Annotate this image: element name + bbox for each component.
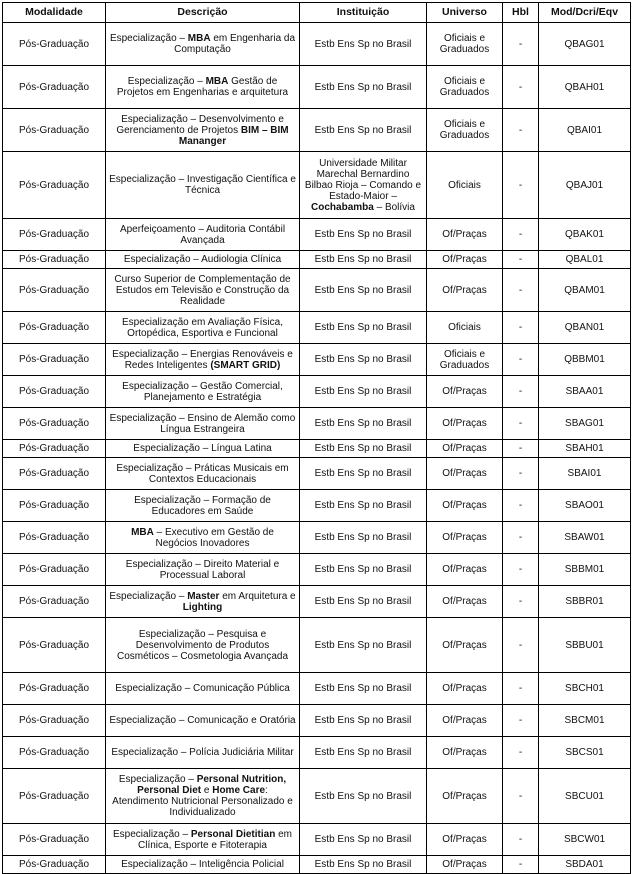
cell-universo: Of/Praças [427,408,503,440]
bold-text: MBA [131,526,154,538]
cell-instituicao [300,440,427,458]
text-segment: Especialização – Energias Renováveis e Redes Inteligentes [112,348,293,371]
cell-modalidade: Pós-Graduação [3,522,106,554]
cell-modalidade: Pós-Graduação [3,618,106,673]
table-row [3,109,631,152]
cell-universo: Of/Praças [427,376,503,408]
cell-descricao [106,586,300,618]
cell-modalidade: Pós-Graduação [3,673,106,705]
text-segment: Estb Ens Sp no Brasil [314,229,412,240]
cell-descricao [106,769,300,824]
bold-text: Personal Dietitian [190,828,276,840]
cell-hbl: - [503,269,539,312]
cell-universo: Oficiais e Graduados [427,109,503,152]
cell-instituicao [300,490,427,522]
cell-hbl: - [503,618,539,673]
text-segment: em Clínica, Esporte e Fitoterapia [138,828,292,851]
text-segment: Especialização – Gestão Comercial, Planejamento e Estratégia [122,380,283,403]
text-segment: Estb Ens Sp no Brasil [314,81,412,93]
cell-universo: Of/Praças [427,769,503,824]
text-segment: Especialização – Inteligência Policial [121,859,284,870]
text-segment: Estb Ens Sp no Brasil [314,284,412,296]
cell-codigo: SBCM01 [539,705,631,737]
header-universo: Universo [427,3,503,23]
cell-modalidade: Pós-Graduação [3,458,106,490]
cell-universo: Of/Praças [427,219,503,251]
text-segment: Estb Ens Sp no Brasil [314,38,412,50]
text-segment: Aperfeiçoamento – Auditoria Contábil Avançada [119,223,286,246]
cell-descricao [106,673,300,705]
text-segment: Estb Ens Sp no Brasil [314,683,412,694]
table-row [3,269,631,312]
cell-instituicao [300,769,427,824]
cell-universo: Oficiais e Graduados [427,23,503,66]
cell-universo: Of/Praças [427,269,503,312]
table-row [3,312,631,344]
text-segment: Especialização – Direito Material e Processual Laboral [125,558,280,581]
text-segment: Curso Superior de Complementação de Estudos em Televisão e Construção da Realidade [114,273,291,307]
text-segment: Especialização – [118,774,197,785]
text-segment: Gestão de Projetos em Engenharias e arquitetura [116,76,289,98]
table-row [3,376,631,408]
cell-universo: Oficiais [427,312,503,344]
cell-instituicao [300,269,427,312]
table-row [3,737,631,769]
table-row [3,490,631,522]
cell-descricao [106,522,300,554]
cell-descricao [106,344,300,376]
cell-modalidade: Pós-Graduação [3,856,106,874]
cell-hbl: - [503,109,539,152]
cell-instituicao [300,408,427,440]
cell-hbl: - [503,23,539,66]
cell-universo: Of/Praças [427,705,503,737]
header-modalidade: Modalidade [3,3,106,23]
text-segment: Especialização – Formação de Educadores em Saúde [134,494,271,517]
cell-modalidade: Pós-Graduação [3,408,106,440]
cell-modalidade: Pós-Graduação [3,769,106,824]
table-row [3,673,631,705]
cell-codigo: QBAJ01 [539,152,631,219]
cell-hbl: - [503,376,539,408]
cell-universo: Of/Praças [427,737,503,769]
cell-universo: Of/Praças [427,522,503,554]
bold-text: Home Care [212,785,266,796]
text-segment: Estb Ens Sp no Brasil [314,386,412,397]
cell-modalidade: Pós-Graduação [3,440,106,458]
text-segment: Especialização – [109,33,188,44]
cell-instituicao [300,458,427,490]
cell-hbl: - [503,458,539,490]
cell-universo: Of/Praças [427,440,503,458]
text-segment: Estb Ens Sp no Brasil [314,443,412,454]
cell-codigo: QBAK01 [539,219,631,251]
cell-instituicao [300,586,427,618]
cell-descricao [106,856,300,874]
table-row [3,408,631,440]
cell-hbl: - [503,219,539,251]
text-segment: Estb Ens Sp no Brasil [314,715,412,726]
cell-universo: Of/Praças [427,618,503,673]
cell-hbl: - [503,522,539,554]
cell-codigo: QBAL01 [539,251,631,269]
cell-instituicao [300,23,427,66]
cell-modalidade: Pós-Graduação [3,554,106,586]
table-row [3,251,631,269]
cell-codigo: QBAG01 [539,23,631,66]
cell-modalidade: Pós-Graduação [3,705,106,737]
text-segment: Estb Ens Sp no Brasil [314,747,412,758]
table-row [3,705,631,737]
text-segment: Especialização – [109,590,188,602]
bold-text: Master [187,590,220,602]
cell-universo: Of/Praças [427,251,503,269]
cell-universo: Oficiais e Graduados [427,344,503,376]
text-segment: em Engenharia da Computação [174,33,296,55]
text-segment: Especialização – Ensino de Alemão como Língua Estrangeira [109,412,296,435]
cell-hbl: - [503,586,539,618]
header-mod-dcri-eqv: Mod/Dcri/Eqv [539,3,631,23]
cell-modalidade: Pós-Graduação [3,586,106,618]
cell-universo: Of/Praças [427,856,503,874]
cell-descricao [106,458,300,490]
text-segment: Estb Ens Sp no Brasil [314,124,412,136]
cell-modalidade: Pós-Graduação [3,312,106,344]
cell-descricao [106,109,300,152]
cell-modalidade: Pós-Graduação [3,737,106,769]
bold-text: Personal Nutrition, Personal Diet [137,774,287,796]
cell-hbl: - [503,490,539,522]
courses-table [2,2,631,874]
text-segment: Especialização – [113,828,191,840]
text-segment: Especialização – Práticas Musicais em Contextos Educacionais [116,462,289,485]
cell-instituicao [300,66,427,109]
table-row [3,824,631,856]
text-segment: – Executivo em Gestão de Negócios Inovadores [153,526,274,549]
header-row [3,3,631,23]
text-segment: Estb Ens Sp no Brasil [314,354,412,365]
cell-descricao [106,251,300,269]
cell-codigo: QBAN01 [539,312,631,344]
cell-instituicao [300,109,427,152]
text-segment: e [201,785,213,796]
cell-descricao [106,66,300,109]
text-segment: Universidade Militar Marechal Bernardino Bilbao Rioja – Comando e Estado-Maior – [304,157,422,202]
cell-codigo: SBBR01 [539,586,631,618]
text-segment: Especialização – Comunicação e Oratória [109,715,296,726]
text-segment: : Atendimento Nutricional Personalizado e Individualizado [112,785,293,818]
cell-instituicao [300,737,427,769]
table-row [3,23,631,66]
cell-codigo: SBCH01 [539,673,631,705]
cell-hbl: - [503,554,539,586]
cell-universo: Of/Praças [427,673,503,705]
cell-modalidade: Pós-Graduação [3,490,106,522]
cell-universo: Oficiais e Graduados [427,66,503,109]
cell-codigo: QBAI01 [539,109,631,152]
text-segment: Estb Ens Sp no Brasil [314,468,412,479]
cell-codigo: SBAI01 [539,458,631,490]
table-row [3,344,631,376]
cell-instituicao [300,312,427,344]
cell-instituicao [300,376,427,408]
cell-descricao [106,824,300,856]
cell-instituicao [300,705,427,737]
cell-codigo: SBAG01 [539,408,631,440]
table-row [3,586,631,618]
cell-instituicao [300,344,427,376]
table-row [3,554,631,586]
table-row [3,66,631,109]
text-segment: Estb Ens Sp no Brasil [314,596,412,607]
cell-codigo: QBAM01 [539,269,631,312]
text-segment: Especialização – [127,76,206,87]
table-row [3,152,631,219]
cell-descricao [106,152,300,219]
cell-instituicao [300,554,427,586]
table-row [3,856,631,874]
text-segment: Estb Ens Sp no Brasil [314,254,412,265]
cell-universo: Of/Praças [427,824,503,856]
cell-descricao [106,269,300,312]
cell-hbl: - [503,312,539,344]
cell-descricao [106,440,300,458]
text-segment: Especialização – Investigação Científica e Técnica [109,174,296,196]
cell-descricao [106,376,300,408]
cell-hbl: - [503,66,539,109]
bold-text: MBA [205,76,229,87]
table-row [3,769,631,824]
cell-modalidade: Pós-Graduação [3,376,106,408]
text-segment: Especialização – Pesquisa e Desenvolvimento de Produtos Cosméticos – Cosmetologia Avançada [116,628,289,662]
text-segment: Estb Ens Sp no Brasil [314,639,412,651]
text-segment: Estb Ens Sp no Brasil [314,418,412,429]
cell-hbl: - [503,408,539,440]
text-segment: Especialização – Desenvolvimento e Gerenciamento de Projetos [116,113,284,136]
table-body [3,23,631,874]
cell-instituicao [300,522,427,554]
table-row [3,458,631,490]
cell-descricao [106,312,300,344]
text-segment: Estb Ens Sp no Brasil [314,500,412,511]
cell-codigo: QBAH01 [539,66,631,109]
table-row [3,440,631,458]
cell-hbl: - [503,737,539,769]
table-row [3,522,631,554]
cell-hbl: - [503,824,539,856]
header-hbl: Hbl [503,3,539,23]
cell-descricao [106,705,300,737]
bold-text: Cochabamba [311,201,374,213]
cell-instituicao [300,219,427,251]
cell-modalidade: Pós-Graduação [3,66,106,109]
cell-instituicao [300,673,427,705]
cell-codigo: SBDA01 [539,856,631,874]
cell-descricao [106,23,300,66]
cell-codigo: SBCS01 [539,737,631,769]
text-segment: Especialização – Polícia Judiciária Militar [111,747,294,758]
text-segment: Estb Ens Sp no Brasil [314,859,412,870]
cell-codigo: SBCW01 [539,824,631,856]
cell-universo: Of/Praças [427,458,503,490]
text-segment: Especialização – Comunicação Pública [115,683,290,694]
cell-descricao [106,737,300,769]
cell-codigo: SBAH01 [539,440,631,458]
cell-modalidade: Pós-Graduação [3,824,106,856]
cell-codigo: SBAO01 [539,490,631,522]
cell-hbl: - [503,769,539,824]
cell-hbl: - [503,856,539,874]
bold-text: (SMART GRID) [210,359,281,371]
text-segment: Estb Ens Sp no Brasil [314,564,412,575]
table-row [3,618,631,673]
cell-descricao [106,618,300,673]
cell-instituicao [300,251,427,269]
cell-hbl: - [503,440,539,458]
text-segment: Especialização – Língua Latina [133,443,272,454]
cell-modalidade: Pós-Graduação [3,344,106,376]
cell-codigo: SBBM01 [539,554,631,586]
bold-text: Lighting [182,601,223,613]
text-segment: – Bolívia [373,201,415,213]
cell-modalidade: Pós-Graduação [3,219,106,251]
cell-codigo: QBBM01 [539,344,631,376]
header-instituicao: Instituição [300,3,427,23]
cell-universo: Of/Praças [427,554,503,586]
cell-codigo: SBAA01 [539,376,631,408]
cell-descricao [106,490,300,522]
cell-descricao [106,219,300,251]
cell-hbl: - [503,673,539,705]
cell-instituicao [300,824,427,856]
cell-instituicao [300,856,427,874]
cell-modalidade: Pós-Graduação [3,109,106,152]
text-segment: Estb Ens Sp no Brasil [314,322,412,333]
cell-descricao [106,554,300,586]
text-segment: Estb Ens Sp no Brasil [314,790,412,802]
cell-instituicao [300,152,427,219]
cell-codigo: SBAW01 [539,522,631,554]
table-row [3,219,631,251]
text-segment: Estb Ens Sp no Brasil [314,834,412,845]
cell-codigo: SBBU01 [539,618,631,673]
cell-modalidade: Pós-Graduação [3,269,106,312]
text-segment: Especialização – Audiologia Clínica [123,254,282,265]
cell-hbl: - [503,152,539,219]
text-segment: Especialização em Avaliação Física, Ortopédica, Esportiva e Funcional [121,316,283,339]
text-segment: Estb Ens Sp no Brasil [314,532,412,543]
bold-text: MBA [187,33,211,44]
header-descricao: Descrição [106,3,300,23]
cell-universo: Oficiais [427,152,503,219]
bold-text: BIM – BIM Mananger [178,124,289,147]
cell-modalidade: Pós-Graduação [3,251,106,269]
table-header [3,3,631,23]
cell-universo: Of/Praças [427,586,503,618]
cell-modalidade: Pós-Graduação [3,23,106,66]
cell-instituicao [300,618,427,673]
cell-hbl: - [503,344,539,376]
text-segment: em Arquitetura e [219,590,296,602]
cell-descricao [106,408,300,440]
cell-universo: Of/Praças [427,490,503,522]
cell-hbl: - [503,251,539,269]
cell-modalidade: Pós-Graduação [3,152,106,219]
cell-codigo: SBCU01 [539,769,631,824]
cell-hbl: - [503,705,539,737]
